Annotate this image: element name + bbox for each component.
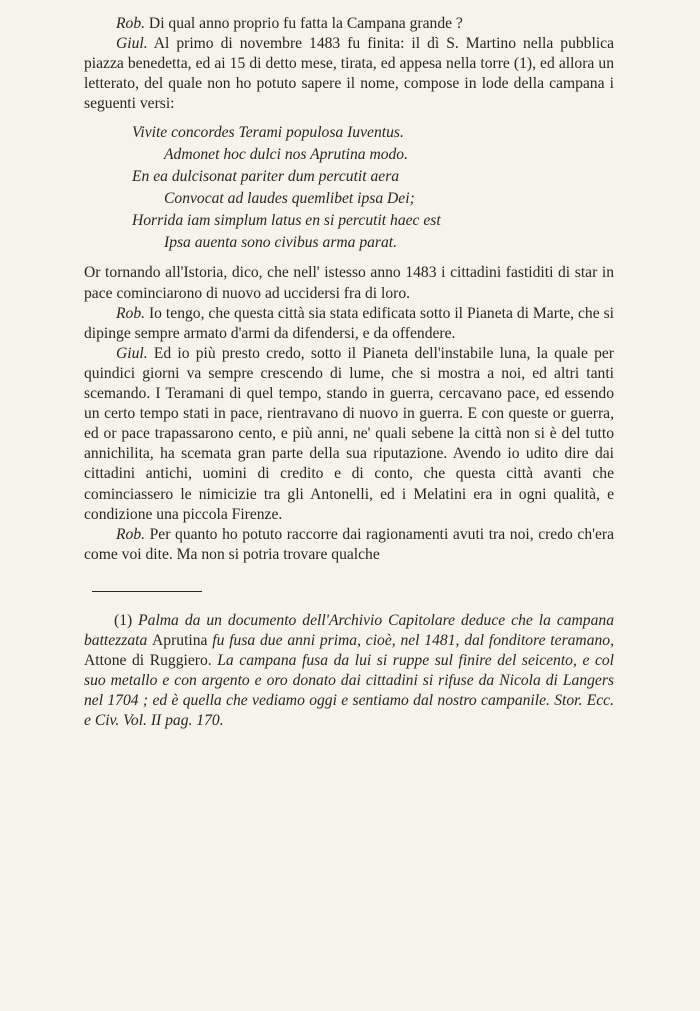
verse-line: En ea dulcisonat pariter dum percutit aera	[132, 168, 400, 186]
speaker-label: Giul.	[116, 344, 148, 362]
paragraph	[84, 263, 614, 303]
footnote	[84, 611, 614, 732]
footnote-mark: (1)	[114, 611, 133, 629]
speaker-label: Rob.	[116, 525, 146, 543]
paragraph	[84, 344, 614, 525]
speaker-label: Rob.	[116, 304, 146, 322]
paragraph-text: Ed io più presto credo, sotto il Pianeta dell'instabile luna, la quale per quindici giorni va sempre crescendo di lume, che si mostra a noi, ed altri tanti scemando. I Teramani di quel tempo, stando in guerra, cercavano pace, ed essendo un certo tempo stati in pace, rientravano di nuovo in guerra. E con queste or guerra, ed or pace trapassarono cento, e più anni, ne' quali sebene la città non si è del tutto annichilita, ha scemata gran parte della sua riputazione. Avendo io udito dire dai cittadini antichi, uomini di credito e di conto, che questa città avanti che cominciassero le nimicizie tra gli Antonelli, ed i Melatini era in ogni qualità, e condizione una piccola Firenze.	[84, 344, 614, 523]
paragraph-text: Di qual anno proprio fu fatta la Campana grande ?	[145, 15, 463, 32]
footnote-segment: Palma da un documento dell'Archivio Capitolare deduce che la campana battezzata	[84, 611, 614, 649]
footnote-separator	[92, 591, 202, 592]
paragraph-text: Al primo di novembre 1483 fu finita: il dì S. Martino nella pubblica piazza benedetta, ed ai 15 di detto mese, tirata, ed appesa nella torre (1), ed allora un letterato, del quale non ho potuto sapere il nome, compose in lode della campana i seguenti versi:	[84, 35, 614, 113]
main-text	[84, 14, 614, 114]
footnote-segment: fu fusa due anni prima, cioè, nel 1481, dal fonditore teramano,	[207, 631, 614, 649]
footnote-segment: Aprutina	[152, 631, 208, 649]
main-text-continued	[84, 263, 614, 564]
paragraph	[84, 34, 614, 114]
verse-line: Convocat ad laudes quemlibet ipsa Dei;	[164, 190, 415, 208]
footnote-segment: La campana fusa da lui si ruppe sul finire del seicento, e col suo metallo e con argento e oro donato dai cittadini si rifuse da Nicola di Langers nel 1704 ; ed è quella che vediamo oggi e sentiamo dal nostro campanile. Stor. Ecc. e Civ. Vol. II pag. 170.	[84, 652, 614, 730]
footnote-segment: Attone di Ruggiero.	[84, 652, 212, 670]
latin-verses	[132, 122, 614, 254]
paragraph	[84, 525, 614, 565]
verse-line: Horrida iam simplum latus en si percutit haec est	[132, 212, 441, 230]
verse-line: Ipsa auenta sono civibus arma parat.	[164, 234, 398, 252]
paragraph-text: Per quanto ho potuto raccorre dai ragionamenti avuti tra noi, credo ch'era come voi dite. Ma non si potria trovare qualche	[84, 525, 614, 563]
paragraph	[84, 14, 614, 34]
paragraph	[84, 304, 614, 344]
speaker-label: Giul.	[116, 35, 148, 53]
speaker-label: Rob.	[116, 15, 146, 32]
verse-line: Vivite concordes Terami populosa Iuventus.	[132, 124, 404, 142]
verse-line: Admonet hoc dulci nos Aprutina modo.	[164, 146, 408, 164]
paragraph-text: Io tengo, che questa città sia stata edificata sotto il Pianeta di Marte, che si dipinge sempre armato d'armi da difendersi, e da offendere.	[84, 304, 614, 342]
paragraph-text: Or tornando all'Istoria, dico, che nell' istesso anno 1483 i cittadini fastiditi di star in pace cominciarono di nuovo ad uccidersi fra di loro.	[84, 264, 614, 302]
